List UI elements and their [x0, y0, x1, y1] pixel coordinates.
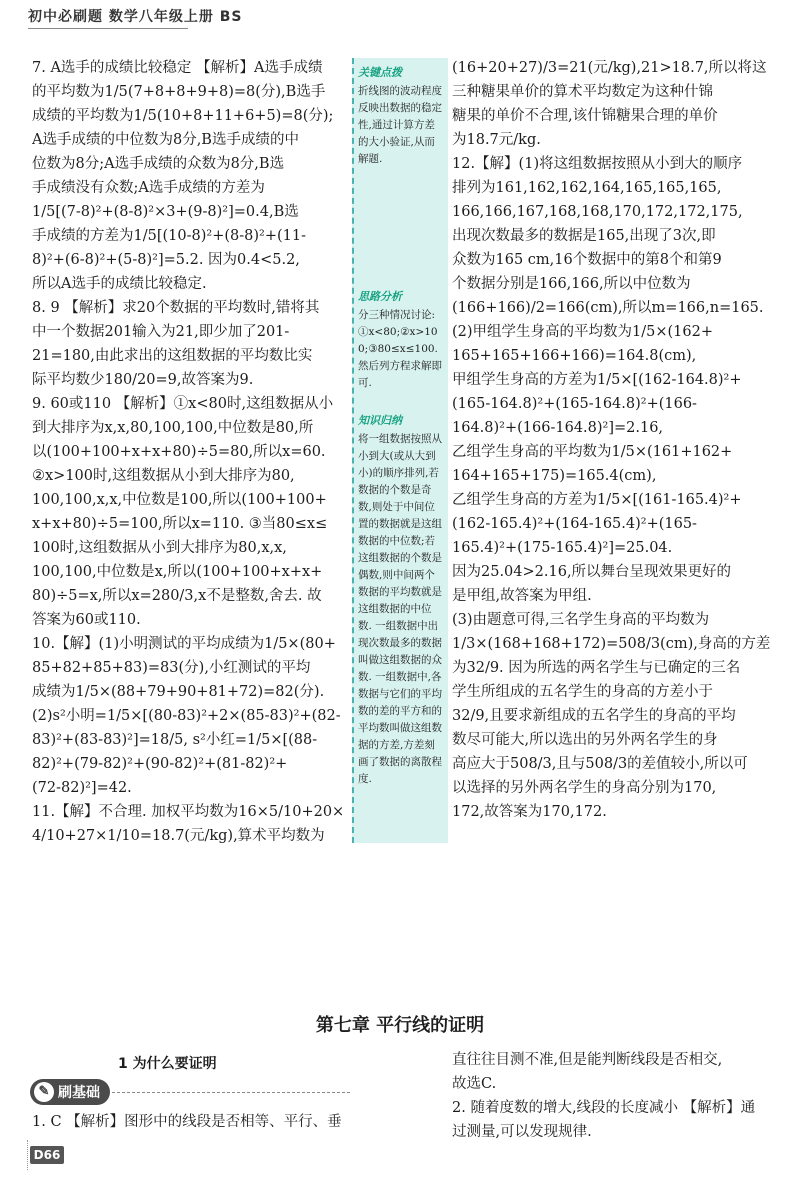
- text-line: 以(100+100+x+x+80)÷5=80,所以x=60.: [32, 444, 326, 460]
- text-line: (72-82)²]=42.: [32, 780, 132, 796]
- practice-badge: 刷基础: [30, 1079, 110, 1105]
- bottom-left-text: [32, 1110, 352, 1134]
- text-line: 165.4)²+(175-165.4)²]=25.04.: [452, 540, 673, 556]
- text-line: x+x+80)÷5=100,所以x=110. ③当80≤x≤: [32, 516, 328, 532]
- text-line: (2)s²小明=1/5×[(80-83)²+2×(85-83)²+(82-: [32, 708, 341, 724]
- text-line: ②x>100时,这组数据从小到大排序为80,: [32, 468, 295, 484]
- text-line: 答案为60或110.: [32, 612, 141, 628]
- right-column: [452, 56, 772, 846]
- text-line: 1. C 【解析】图形中的线段是否相等、平行、垂: [32, 1114, 342, 1130]
- text-line: 10.【解】(1)小明测试的平均成绩为1/5×(80+: [32, 636, 336, 652]
- text-line: 个数据分别是166,166,所以中位数为: [452, 276, 691, 292]
- text-line: 手成绩没有众数;A选手成绩的方差为: [32, 180, 265, 196]
- text-line: 82)²+(79-82)²+(90-82)²+(81-82)²+: [32, 756, 288, 772]
- text-line: 100,100,中位数是x,所以(100+100+x+x+: [32, 564, 323, 580]
- sidebar-text: 分三种情况讨论:①x<80;②x>100;③80≤x≤100. 然后列方程求解即可.: [358, 309, 442, 389]
- text-line: 高应大于508/3,且与508/3的差值较小,所以可: [452, 756, 748, 772]
- text-line: 85+82+85+83)=83(分),小红测试的平均: [32, 660, 311, 676]
- text-line: 的平均数为1/5(7+8+8+9+8)=8(分),B选手: [32, 84, 326, 100]
- text-line: 数尽可能大,所以选出的另外两名学生的身: [452, 732, 718, 748]
- left-column: [32, 56, 350, 846]
- text-line: 11.【解】不合理. 加权平均数为16×5/10+20×: [32, 804, 345, 820]
- header-divider: [28, 28, 188, 29]
- text-line: 164+165+175)=165.4(cm),: [452, 468, 657, 484]
- text-line: 4/10+27×1/10=18.7(元/kg),算术平均数为: [32, 828, 325, 844]
- page-edge-marks: [0, 1140, 28, 1170]
- text-line: 乙组学生身高的方差为1/5×[(161-165.4)²+: [452, 492, 742, 508]
- pencil-icon: ✎: [34, 1082, 54, 1102]
- text-line: 过测量,可以发现规律.: [452, 1124, 592, 1140]
- text-line: 1/5[(7-8)²+(8-8)²×3+(9-8)²]=0.4,B选: [32, 204, 299, 220]
- page-number: D66: [30, 1146, 64, 1164]
- sidebar-text: 折线图的波动程度反映出数据的稳定性,通过计算方差的大小验证,从而解题.: [358, 85, 442, 165]
- text-line: 手成绩的方差为1/5[(10-8)²+(8-8)²+(11-: [32, 228, 306, 244]
- sidebar-heading: 思路分析: [358, 290, 402, 303]
- text-line: 成绩为1/5×(88+79+90+81+72)=82(分).: [32, 684, 325, 700]
- sidebar-heading: 知识归纳: [358, 414, 402, 427]
- text-line: 故选C.: [452, 1076, 497, 1092]
- text-line: 是甲组,故答案为甲组.: [452, 588, 592, 604]
- text-line: 为32/9. 因为所选的两名学生与已确定的三名: [452, 660, 741, 676]
- text-line: 所以A选手的成绩比较稳定.: [32, 276, 207, 292]
- section-title: 1 为什么要证明: [118, 1056, 217, 1072]
- text-line: 166,166,167,168,168,170,172,172,175,: [452, 204, 743, 220]
- text-line: 乙组学生身高的平均数为1/5×(161+162+: [452, 444, 733, 460]
- text-line: 80)÷5=x,所以x=280/3,x不是整数,舍去. 故: [32, 588, 322, 604]
- text-line: 直往往目测不准,但是能判断线段是否相交,: [452, 1052, 723, 1068]
- text-line: (165-164.8)²+(165-164.8)²+(166-: [452, 396, 697, 412]
- chapter-title: 第七章 平行线的证明: [315, 1015, 485, 1036]
- section-divider: [112, 1092, 350, 1093]
- bottom-right-text: [452, 1048, 772, 1144]
- text-line: (2)甲组学生身高的平均数为1/5×(162+: [452, 324, 714, 340]
- text-line: 7. A选手的成绩比较稳定 【解析】A选手成绩: [32, 60, 323, 76]
- text-line: (16+20+27)/3=21(元/kg),21>18.7,所以将这: [452, 60, 767, 76]
- text-line: 1/3×(168+168+172)=508/3(cm),身高的方差: [452, 636, 771, 652]
- sidebar-notes: [352, 58, 448, 843]
- sidebar-heading: 关键点拨: [358, 66, 402, 79]
- text-line: 21=180,由此求出的这组数据的平均数比实: [32, 348, 313, 364]
- text-line: 因为25.04>2.16,所以舞台呈现效果更好的: [452, 564, 732, 580]
- text-line: 中一个数据201输入为21,即少加了201-: [32, 324, 290, 340]
- page-header: 初中必刷题 数学八年级上册 BS: [28, 9, 243, 25]
- text-line: 位数为8分;A选手成绩的众数为8分,B选: [32, 156, 285, 172]
- text-line: 83)²+(83-83)²]=18/5, s²小红=1/5×[(88-: [32, 732, 318, 748]
- text-line: 出现次数最多的数据是165,出现了3次,即: [452, 228, 716, 244]
- text-line: 众数为165 cm,16个数据中的第8个和第9: [452, 252, 722, 268]
- text-line: (3)由题意可得,三名学生身高的平均数为: [452, 612, 710, 628]
- text-line: 100时,这组数据从小到大排序为80,x,x,: [32, 540, 287, 556]
- text-line: 甲组学生身高的方差为1/5×[(162-164.8)²+: [452, 372, 742, 388]
- text-line: 糖果的单价不合理,该什锦糖果合理的单价: [452, 108, 718, 124]
- text-line: 三种糖果单价的算术平均数定为这种什锦: [452, 84, 713, 100]
- text-line: 排列为161,162,162,164,165,165,165,: [452, 180, 722, 196]
- text-line: A选手成绩的中位数为8分,B选手成绩的中: [32, 132, 299, 148]
- text-line: 9. 60或110 【解析】①x<80时,这组数据从小: [32, 396, 334, 412]
- text-line: 164.8)²+(166-164.8)²]=2.16,: [452, 420, 664, 436]
- text-line: 8. 9 【解析】求20个数据的平均数时,错将其: [32, 300, 320, 316]
- sidebar-text: 将一组数据按照从小到大(或从大到小)的顺序排列,若数据的个数是奇数,则处于中间位置的数据就是这组数据的中位数;若这组数据的个数是偶数,则中间两个数据的平均数就是这组数据的中位数. 一组数据中出现次数最多的数据叫做这组数据的众数. 一组数据中,各数据与它们的平均数的差的平方和的平均数叫做这组数据的方差,方差刻画了数据的离散程度.: [358, 433, 442, 785]
- text-line: 为18.7元/kg.: [452, 132, 541, 148]
- text-line: 32/9,且要求新组成的五名学生的身高的平均: [452, 708, 736, 724]
- text-line: (166+166)/2=166(cm),所以m=166,n=165.: [452, 300, 764, 316]
- text-line: 到大排序为x,x,80,100,100,中位数是80,所: [32, 420, 314, 436]
- text-line: 8)²+(6-8)²+(5-8)²]=5.2. 因为0.4<5.2,: [32, 252, 300, 268]
- text-line: 165+165+166+166)=164.8(cm),: [452, 348, 697, 364]
- text-line: 172,故答案为170,172.: [452, 804, 607, 820]
- text-line: 12.【解】(1)将这组数据按照从小到大的顺序: [452, 156, 743, 172]
- text-line: 以选择的另外两名学生的身高分别为170,: [452, 780, 717, 796]
- text-line: 2. 随着度数的增大,线段的长度减小 【解析】通: [452, 1100, 756, 1116]
- text-line: 100,100,x,x,中位数是100,所以(100+100+: [32, 492, 327, 508]
- text-line: 际平均数少180/20=9,故答案为9.: [32, 372, 254, 388]
- text-line: 成绩的平均数为1/5(10+8+11+6+5)=8(分);: [32, 108, 334, 124]
- text-line: (162-165.4)²+(164-165.4)²+(165-: [452, 516, 697, 532]
- text-line: 学生所组成的五名学生的身高的方差小于: [452, 684, 713, 700]
